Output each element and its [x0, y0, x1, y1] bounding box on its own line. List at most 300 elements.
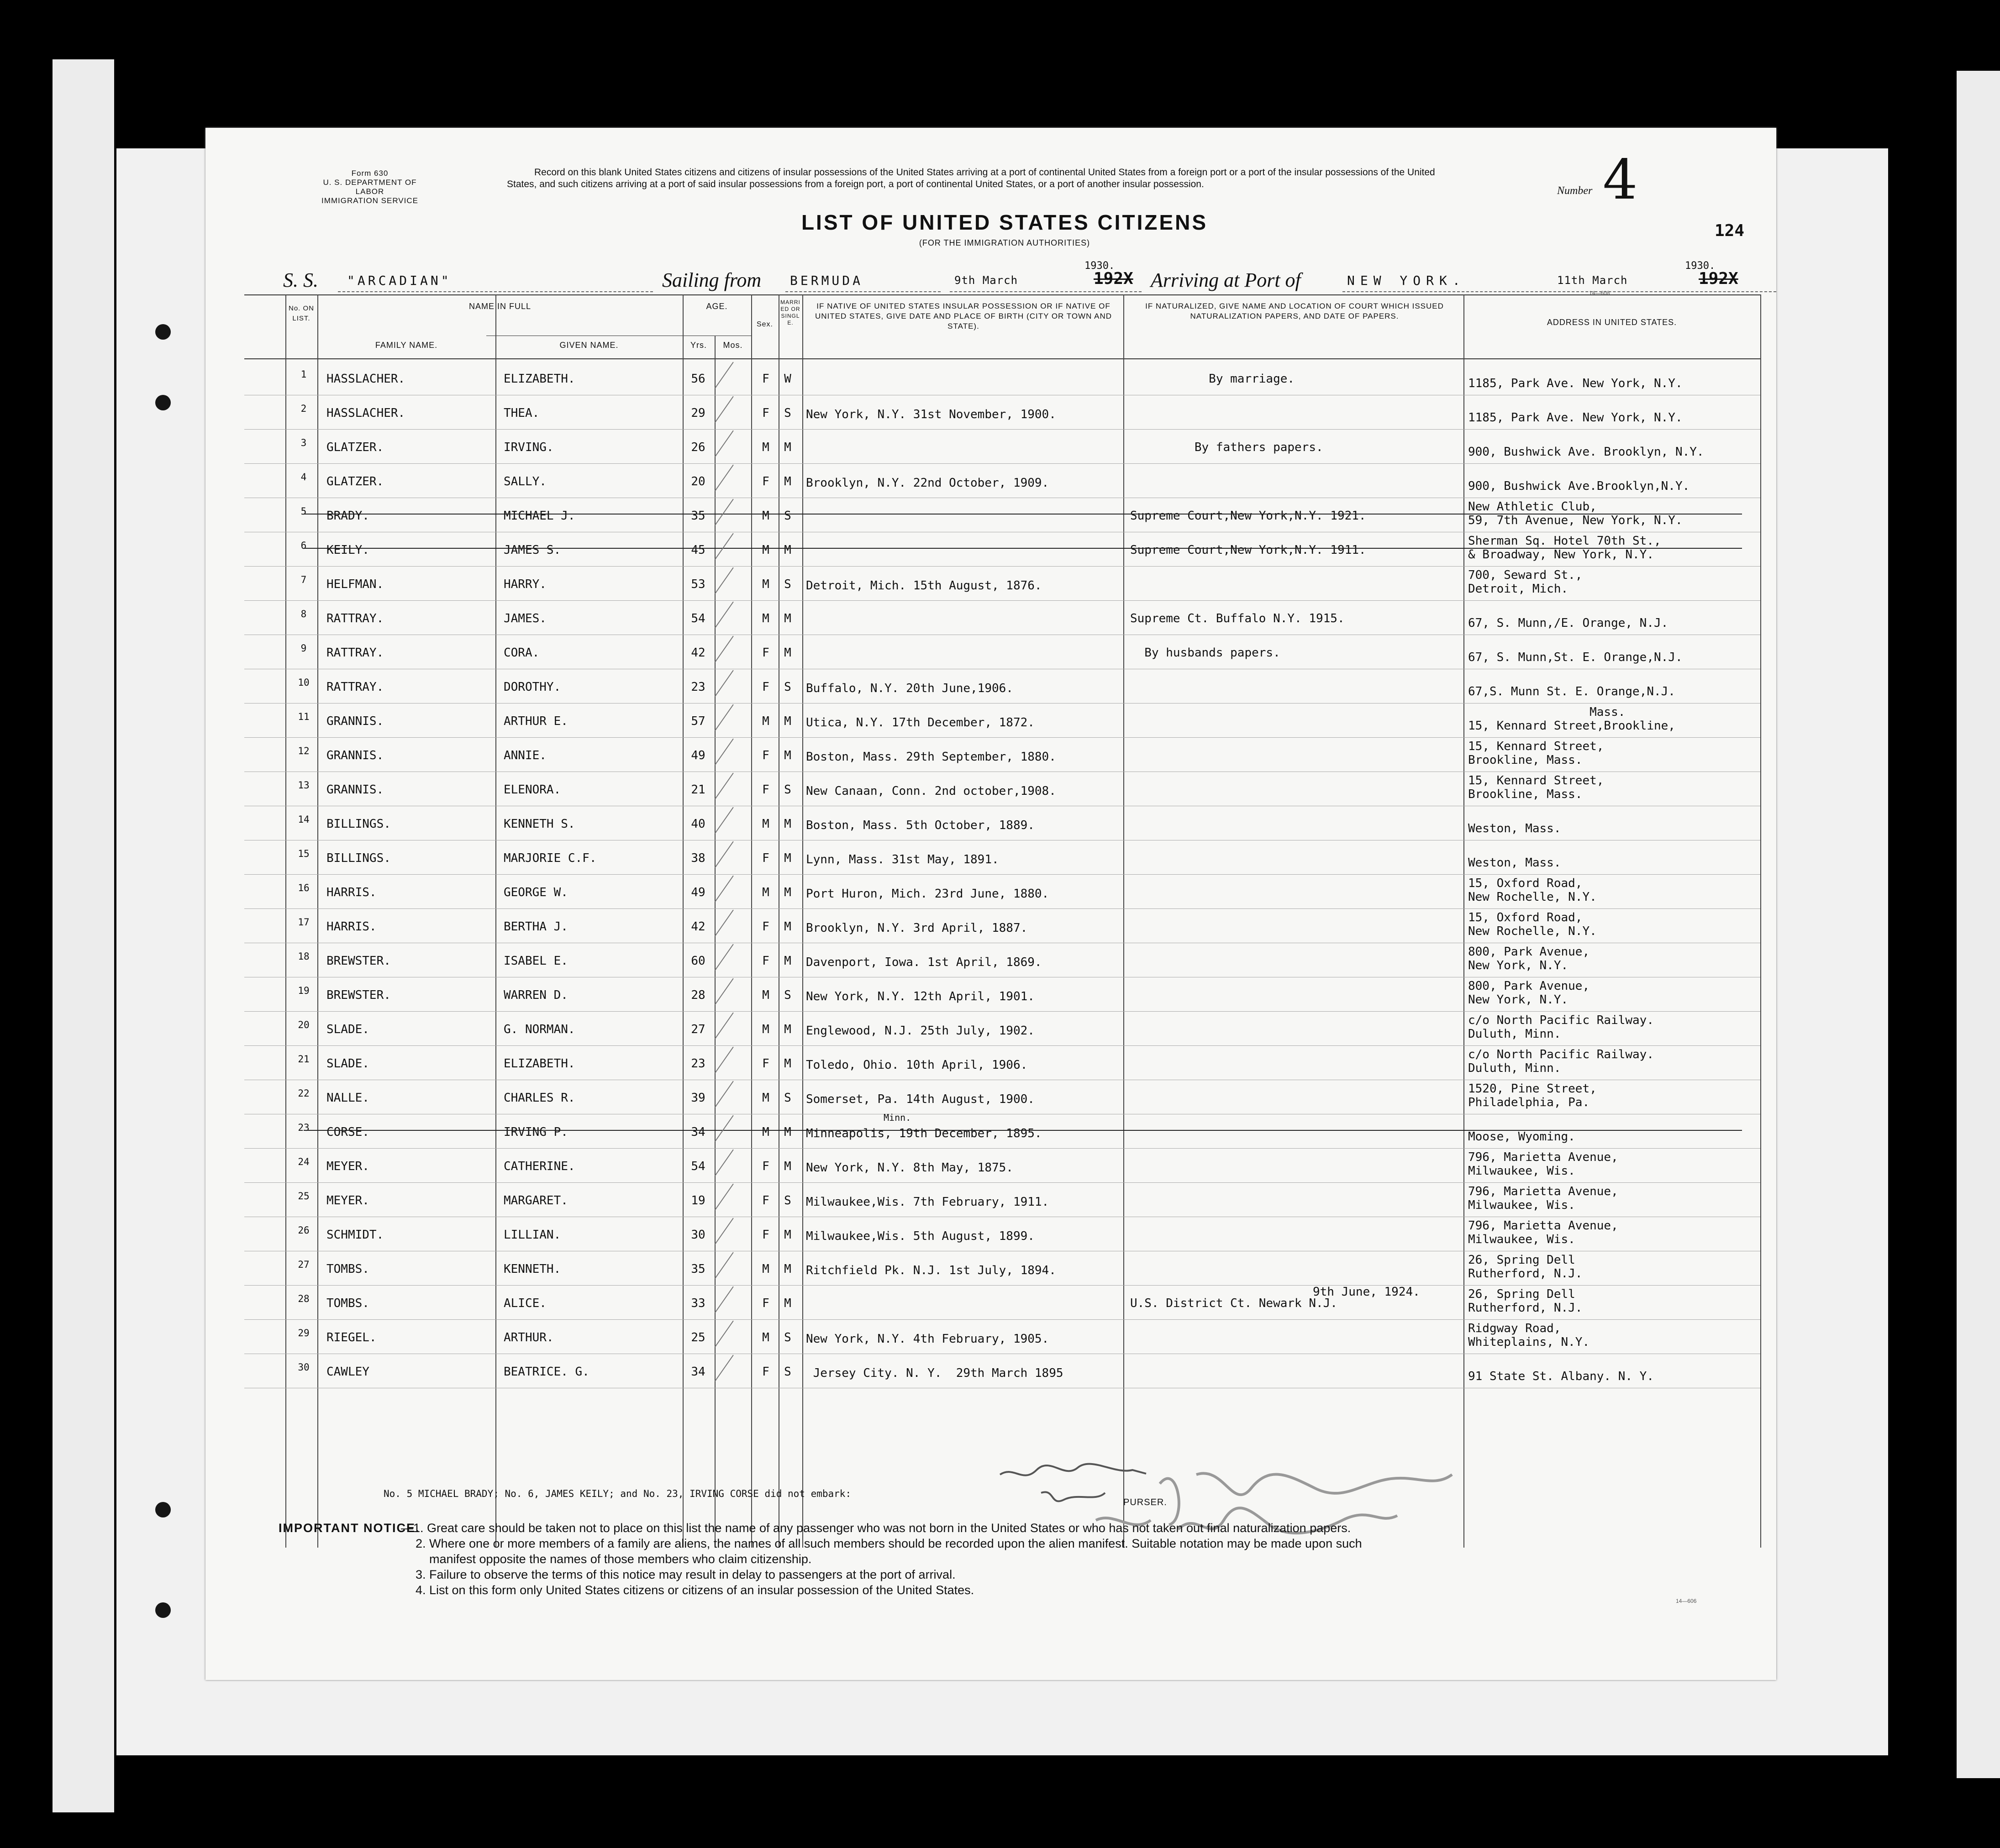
marital-status: S	[784, 406, 791, 420]
sex: F	[762, 406, 769, 420]
sex: M	[762, 1331, 769, 1344]
given-name: ISABEL E.	[504, 954, 568, 968]
address-line-2: New Rochelle, N.Y.	[1468, 890, 1597, 904]
header-family-name: FAMILY NAME.	[375, 341, 438, 350]
header-yrs: Yrs.	[690, 341, 707, 350]
arriving-label: Arriving at Port of	[1151, 269, 1301, 291]
address-line-2: Detroit, Mich.	[1468, 582, 1568, 596]
to-port: NEW YORK.	[1347, 273, 1466, 288]
address-line-2: 67,S. Munn St. E. Orange,N.J.	[1468, 685, 1675, 698]
birthplace: Minneapolis, 19th December, 1895.	[806, 1127, 1042, 1140]
sex: F	[762, 1057, 769, 1071]
marital-status: M	[784, 851, 791, 865]
birthplace: Lynn, Mass. 31st May, 1891.	[806, 853, 999, 866]
sex: M	[762, 509, 769, 523]
form-code-bottom: 14—606	[1676, 1598, 1697, 1604]
row-number: 26	[298, 1225, 310, 1236]
sex: M	[762, 817, 769, 831]
sex: F	[762, 783, 769, 797]
row-number: 25	[298, 1191, 310, 1202]
number-label: Number	[1557, 185, 1593, 197]
table-row	[244, 1148, 1760, 1182]
family-name: NALLE.	[326, 1091, 369, 1105]
given-name: ARTHUR E.	[504, 714, 568, 728]
table-row	[244, 737, 1760, 772]
table-row	[244, 669, 1760, 703]
row-number: 19	[298, 985, 310, 996]
family-name: MEYER.	[326, 1194, 369, 1208]
row-number: 2	[300, 403, 307, 414]
family-name: GLATZER.	[326, 441, 384, 454]
age-years: 49	[691, 886, 705, 899]
birthplace: Jersey City. N. Y. 29th March 1895	[806, 1366, 1063, 1380]
voyage-line	[283, 260, 1753, 291]
header-age: AGE.	[706, 302, 728, 311]
pencil-check-mark	[715, 807, 734, 834]
given-name: BERTHA J.	[504, 920, 568, 934]
age-years: 54	[691, 1160, 705, 1173]
address-line-2: 1185, Park Ave. New York, N.Y.	[1468, 411, 1683, 425]
family-name: GRANNIS.	[326, 749, 384, 762]
age-years: 20	[691, 475, 705, 488]
marital-status: S	[784, 1091, 791, 1105]
pencil-check-mark	[715, 602, 734, 628]
age-years: 26	[691, 441, 705, 454]
sex: F	[762, 475, 769, 488]
pencil-check-mark	[715, 430, 734, 457]
family-name: GRANNIS.	[326, 783, 384, 797]
age-years: 30	[691, 1228, 705, 1242]
given-name: IRVING P.	[504, 1125, 568, 1139]
table-row	[244, 361, 1760, 395]
row-number: 14	[298, 814, 310, 825]
given-name: CHARLES R.	[504, 1091, 575, 1105]
given-name: HARRY.	[504, 578, 547, 591]
sail-date: 9th March	[954, 274, 1018, 287]
pencil-check-mark	[715, 533, 734, 560]
naturalization: Supreme Court,New York,N.Y. 1921.	[1130, 509, 1366, 523]
naturalization: Supreme Court,New York,N.Y. 1911.	[1130, 543, 1366, 557]
address-line-2: 1185, Park Ave. New York, N.Y.	[1468, 377, 1683, 390]
address-line-1: 15, Oxford Road,	[1468, 911, 1583, 924]
pencil-check-mark	[715, 567, 734, 594]
birthplace: Brooklyn, N.Y. 3rd April, 1887.	[806, 921, 1028, 935]
given-name: MARJORIE C.F.	[504, 851, 597, 865]
age-years: 29	[691, 406, 705, 420]
marital-status: S	[784, 509, 791, 523]
address-line-1: Ridgway Road,	[1468, 1322, 1561, 1335]
address-line-2: Duluth, Minn.	[1468, 1061, 1561, 1075]
address-line-1: 15, Kennard Street,	[1468, 774, 1604, 788]
naturalization-date: 9th June, 1924.	[1313, 1285, 1420, 1299]
address-line-1: 15, Kennard Street,	[1468, 740, 1604, 753]
table-row	[244, 772, 1760, 806]
address-line-2: Moose, Wyoming.	[1468, 1130, 1575, 1144]
arrive-date: 11th March	[1557, 274, 1628, 287]
address-line-2: 59, 7th Avenue, New York, N.Y.	[1468, 514, 1683, 527]
table-row	[244, 977, 1760, 1011]
row-number: 1	[300, 369, 307, 380]
given-name: ELIZABETH.	[504, 1057, 575, 1071]
sex: F	[762, 372, 769, 386]
age-years: 45	[691, 543, 705, 557]
pencil-check-mark	[715, 465, 734, 491]
marital-status: M	[784, 612, 791, 625]
marital-status: M	[784, 441, 791, 454]
sail-year: 1930.	[1084, 260, 1115, 272]
binder-hole	[155, 395, 171, 410]
sex: F	[762, 749, 769, 762]
ss-label: S. S.	[283, 269, 318, 291]
birthplace: Ritchfield Pk. N.J. 1st July, 1894.	[806, 1264, 1056, 1277]
family-name: BREWSTER.	[326, 954, 391, 968]
age-years: 35	[691, 509, 705, 523]
not-embarked-note: No. 5 MICHAEL BRADY; No. 6, JAMES KEILY; and No. 23, IRVING CORSE did not embark:	[384, 1488, 852, 1499]
table-row	[244, 1285, 1760, 1319]
family-name: GRANNIS.	[326, 714, 384, 728]
given-name: DOROTHY.	[504, 680, 561, 694]
list-number: 4	[1603, 148, 1638, 212]
row-number: 20	[298, 1019, 310, 1030]
sex: M	[762, 1125, 769, 1139]
passenger-table	[244, 294, 1797, 1550]
form-code-top: 14—608	[1589, 290, 1610, 296]
marital-status: M	[784, 1262, 791, 1276]
notice-heading: IMPORTANT NOTICE.	[279, 1521, 420, 1535]
table-row	[244, 1251, 1760, 1285]
binder-hole	[155, 1602, 171, 1618]
given-name: THEA.	[504, 406, 540, 420]
address-line-1: New Athletic Club,	[1468, 500, 1597, 514]
pencil-check-mark	[715, 636, 734, 662]
header-mos: Mos.	[723, 341, 743, 350]
age-years: 35	[691, 1262, 705, 1276]
birthplace: Port Huron, Mich. 23rd June, 1880.	[806, 887, 1049, 901]
family-name: HASSLACHER.	[326, 372, 405, 386]
address-line-2: 67, S. Munn,/E. Orange, N.J.	[1468, 616, 1668, 630]
age-years: 49	[691, 749, 705, 762]
given-name: BEATRICE. G.	[504, 1365, 589, 1379]
address-line-2: Weston, Mass.	[1468, 856, 1561, 870]
address-line-1: Mass.	[1468, 705, 1626, 719]
table-row	[244, 908, 1760, 943]
naturalization: By marriage.	[1130, 372, 1295, 386]
address-line-2: 91 State St. Albany. N. Y.	[1468, 1370, 1654, 1383]
naturalization: By husbands papers.	[1130, 646, 1280, 660]
table-row	[244, 1319, 1760, 1354]
address-line-2: Milwaukee, Wis.	[1468, 1233, 1575, 1246]
instructions-paragraph: Record on this blank United States citizens and citizens of insular possessions of the United States arriving at a port of continental United States from a foreign port or a port of the insular possessions of the United States, and such citizens arriving at a port of said insular possessions from a foreign port, a port of continental United States, or a port of another insular possession.	[507, 167, 1435, 189]
address-line-1: 800, Park Avenue,	[1468, 979, 1590, 993]
address-line-2: Milwaukee, Wis.	[1468, 1164, 1575, 1178]
age-years: 53	[691, 578, 705, 591]
pencil-check-mark	[715, 1355, 734, 1381]
table-row	[244, 532, 1760, 566]
family-name: HARRIS.	[326, 886, 377, 899]
row-number: 3	[300, 437, 307, 448]
pencil-check-mark	[715, 1321, 734, 1347]
header-no: No. ON LIST.	[288, 304, 314, 322]
row-number: 30	[298, 1362, 310, 1373]
age-years: 33	[691, 1297, 705, 1310]
address-line-1: c/o North Pacific Railway.	[1468, 1013, 1654, 1027]
age-years: 34	[691, 1365, 705, 1379]
address-line-1: Sherman Sq. Hotel 70th St.,	[1468, 534, 1661, 548]
given-name: KENNETH S.	[504, 817, 575, 831]
address-line-2: Milwaukee, Wis.	[1468, 1198, 1575, 1212]
table-row	[244, 1114, 1760, 1148]
table-row	[244, 635, 1760, 669]
age-years: 40	[691, 817, 705, 831]
given-name: JAMES S.	[504, 543, 561, 557]
marital-status: M	[784, 1297, 791, 1310]
sex: F	[762, 954, 769, 968]
family-name: HASSLACHER.	[326, 406, 405, 420]
address-line-2: Brookline, Mass.	[1468, 788, 1583, 801]
binder-hole	[155, 1502, 171, 1517]
address-line-2: New York, N.Y.	[1468, 959, 1568, 972]
pencil-check-mark	[715, 876, 734, 902]
pencil-check-mark	[715, 1150, 734, 1176]
header-given-name: GIVEN NAME.	[559, 341, 619, 350]
given-name: GEORGE W.	[504, 886, 568, 899]
address-line-2: 67, S. Munn,St. E. Orange,N.J.	[1468, 651, 1683, 664]
given-name: CORA.	[504, 646, 540, 660]
pencil-check-mark	[715, 773, 734, 799]
family-name: GLATZER.	[326, 475, 384, 488]
marital-status: M	[784, 646, 791, 660]
sex: F	[762, 680, 769, 694]
family-name: TOMBS.	[326, 1262, 369, 1276]
naturalization: Supreme Ct. Buffalo N.Y. 1915.	[1130, 612, 1345, 625]
header-name-in-full: NAME IN FULL	[468, 302, 532, 311]
marital-status: M	[784, 1125, 791, 1139]
sex: F	[762, 1160, 769, 1173]
address-line-2: Philadelphia, Pa.	[1468, 1096, 1590, 1109]
age-years: 28	[691, 988, 705, 1002]
marital-status: M	[784, 1228, 791, 1242]
age-years: 25	[691, 1331, 705, 1344]
given-name: ELENORA.	[504, 783, 561, 797]
given-name: IRVING.	[504, 441, 554, 454]
table-row	[244, 463, 1760, 498]
given-name: G. NORMAN.	[504, 1023, 575, 1036]
address-line-2: Rutherford, N.J.	[1468, 1301, 1583, 1315]
marital-status: M	[784, 1057, 791, 1071]
marital-status: M	[784, 749, 791, 762]
age-years: 57	[691, 714, 705, 728]
row-number: 21	[298, 1054, 310, 1065]
sex: F	[762, 1194, 769, 1208]
age-years: 42	[691, 920, 705, 934]
department-name: U. S. DEPARTMENT OF LABOR	[323, 178, 417, 196]
manifest-sheet	[205, 128, 1776, 1680]
address-line-2: Weston, Mass.	[1468, 822, 1561, 835]
ship-name: "ARCADIAN"	[347, 273, 452, 288]
document-subtitle: (FOR THE IMMIGRATION AUTHORITIES)	[919, 238, 1090, 247]
marital-status: M	[784, 1023, 791, 1036]
pencil-check-mark	[715, 1286, 734, 1313]
sex: M	[762, 714, 769, 728]
birthplace: Utica, N.Y. 17th December, 1872.	[806, 716, 1035, 730]
address-line-1: 796, Marietta Avenue,	[1468, 1219, 1618, 1233]
birthplace: Brooklyn, N.Y. 22nd October, 1909.	[806, 476, 1049, 490]
marital-status: M	[784, 886, 791, 899]
sex: M	[762, 988, 769, 1002]
address-line-1: 26, Spring Dell	[1468, 1287, 1575, 1301]
pencil-check-mark	[715, 1115, 734, 1142]
sex: F	[762, 1228, 769, 1242]
table-row	[244, 1354, 1760, 1388]
notice-item-3: 3. Failure to observe the terms of this notice may result in delay to passengers at the port of arrival.	[416, 1568, 956, 1581]
sex: M	[762, 1262, 769, 1276]
age-years: 34	[691, 1125, 705, 1139]
pencil-check-mark	[715, 396, 734, 423]
pencil-check-mark	[715, 1013, 734, 1039]
marital-status: M	[784, 543, 791, 557]
pencil-check-mark	[715, 739, 734, 765]
pencil-check-mark	[715, 499, 734, 525]
table-row	[244, 600, 1760, 635]
age-years: 56	[691, 372, 705, 386]
arrive-year: 1930.	[1685, 260, 1716, 272]
given-name: MICHAEL J.	[504, 509, 575, 523]
given-name: ELIZABETH.	[504, 372, 575, 386]
row-number: 11	[298, 711, 310, 722]
age-years: 23	[691, 1057, 705, 1071]
marital-status: S	[784, 988, 791, 1002]
address-line-1: 26, Spring Dell	[1468, 1253, 1575, 1267]
notice-item-2: 2. Where one or more members of a family are aliens, the names of all such members should be recorded upon the alien manifest. Suitable notation may be made upon such	[416, 1537, 1362, 1550]
pencil-check-mark	[715, 1047, 734, 1073]
marital-status: S	[784, 578, 791, 591]
row-number: 12	[298, 746, 310, 756]
sex: F	[762, 1365, 769, 1379]
address-line-1: 796, Marietta Avenue,	[1468, 1150, 1618, 1164]
table-row	[244, 1045, 1760, 1080]
birthplace-note: Minn.	[884, 1112, 911, 1123]
marital-status: M	[784, 920, 791, 934]
header-birthplace: IF NATIVE OF UNITED STATES INSULAR POSSESSION OR IF NATIVE OF UNITED STATES, GIVE DATE AND PLACE OF BIRTH (CITY OR TOWN AND STATE).	[815, 302, 1112, 331]
table-row	[244, 566, 1760, 600]
sex: F	[762, 646, 769, 660]
sex: M	[762, 578, 769, 591]
address-line-2: New York, N.Y.	[1468, 993, 1568, 1007]
age-years: 60	[691, 954, 705, 968]
family-name: BILLINGS.	[326, 817, 391, 831]
birthplace: Toledo, Ohio. 10th April, 1906.	[806, 1058, 1028, 1072]
address-line-1: 700, Seward St.,	[1468, 568, 1583, 582]
address-line-2: Rutherford, N.J.	[1468, 1267, 1583, 1281]
family-name: BREWSTER.	[326, 988, 391, 1002]
sex: M	[762, 1023, 769, 1036]
given-name: ANNIE.	[504, 749, 547, 762]
marital-status: M	[784, 1160, 791, 1173]
address-line-2: & Broadway, New York, N.Y.	[1468, 548, 1654, 562]
marital-status: S	[784, 1365, 791, 1379]
naturalization: By fathers papers.	[1130, 441, 1323, 454]
row-number: 7	[300, 574, 307, 585]
sex: F	[762, 1297, 769, 1310]
family-name: SLADE.	[326, 1057, 369, 1071]
family-name: RATTRAY.	[326, 646, 384, 660]
sex: M	[762, 886, 769, 899]
address-line-1: c/o North Pacific Railway.	[1468, 1048, 1654, 1061]
family-name: MEYER.	[326, 1160, 369, 1173]
given-name: ALICE.	[504, 1297, 547, 1310]
page-stamp: 124	[1715, 221, 1745, 240]
birthplace: Boston, Mass. 5th October, 1889.	[806, 819, 1035, 832]
age-years: 38	[691, 851, 705, 865]
document-title: LIST OF UNITED STATES CITIZENS	[801, 210, 1208, 234]
address-line-1: 796, Marietta Avenue,	[1468, 1185, 1618, 1198]
family-name: TOMBS.	[326, 1297, 369, 1310]
family-name: KEILY.	[326, 543, 369, 557]
table-row	[244, 1217, 1760, 1251]
notice-item-2-cont: manifest opposite the names of those members who claim citizenship.	[429, 1552, 812, 1566]
row-number: 15	[298, 848, 310, 859]
row-number: 4	[300, 472, 307, 483]
birthplace: Davenport, Iowa. 1st April, 1869.	[806, 956, 1042, 969]
row-number: 16	[298, 882, 310, 893]
address-line-2: 15, Kennard Street,Brookline,	[1468, 719, 1675, 733]
birthplace: New Canaan, Conn. 2nd october,1908.	[806, 784, 1056, 798]
table-row	[244, 943, 1760, 977]
address-line-2: 900, Bushwick Ave.Brooklyn,N.Y.	[1468, 479, 1690, 493]
birthplace: Milwaukee,Wis. 5th August, 1899.	[806, 1229, 1035, 1243]
form-identifier	[315, 169, 425, 205]
given-name: ARTHUR.	[504, 1331, 554, 1344]
row-number: 27	[298, 1259, 310, 1270]
family-name: BRADY.	[326, 509, 369, 523]
address-line-1: 800, Park Avenue,	[1468, 945, 1590, 959]
table-row	[244, 498, 1760, 532]
age-years: 23	[691, 680, 705, 694]
given-name: KENNETH.	[504, 1262, 561, 1276]
address-line-1: 15, Oxford Road,	[1468, 877, 1583, 890]
table-row	[244, 840, 1760, 874]
address-line-2: New Rochelle, N.Y.	[1468, 924, 1597, 938]
row-number: 10	[298, 677, 310, 688]
right-edge-bar	[1957, 71, 2000, 1778]
table-row	[244, 395, 1760, 429]
address-line-1: 1520, Pine Street,	[1468, 1082, 1597, 1096]
arrive-year-struck: 192X	[1699, 269, 1738, 288]
given-name: SALLY.	[504, 475, 547, 488]
left-edge-bar	[53, 59, 114, 1812]
from-port: BERMUDA	[790, 273, 863, 288]
service-name: IMMIGRATION SERVICE	[321, 196, 418, 205]
notice-item-1: —1. Great care should be taken not to place on this list the name of any passenger who was not born in the United States or who has not taken out final naturalization papers.	[401, 1521, 1351, 1535]
sex: M	[762, 441, 769, 454]
row-number: 13	[298, 780, 310, 791]
family-name: CAWLEY	[326, 1365, 369, 1379]
age-years: 39	[691, 1091, 705, 1105]
age-years: 21	[691, 783, 705, 797]
sex: M	[762, 543, 769, 557]
row-number: 17	[298, 917, 310, 928]
table-row	[244, 429, 1760, 463]
row-number: 9	[300, 643, 307, 654]
row-number: 18	[298, 951, 310, 962]
family-name: SLADE.	[326, 1023, 369, 1036]
sex: M	[762, 612, 769, 625]
birthplace: Englewood, N.J. 25th July, 1902.	[806, 1024, 1035, 1038]
row-number: 6	[300, 540, 307, 551]
row-number: 23	[298, 1122, 310, 1133]
header-married-single: MARRIED OR SINGLE.	[780, 299, 800, 326]
birthplace: Buffalo, N.Y. 20th June,1906.	[806, 682, 1013, 695]
